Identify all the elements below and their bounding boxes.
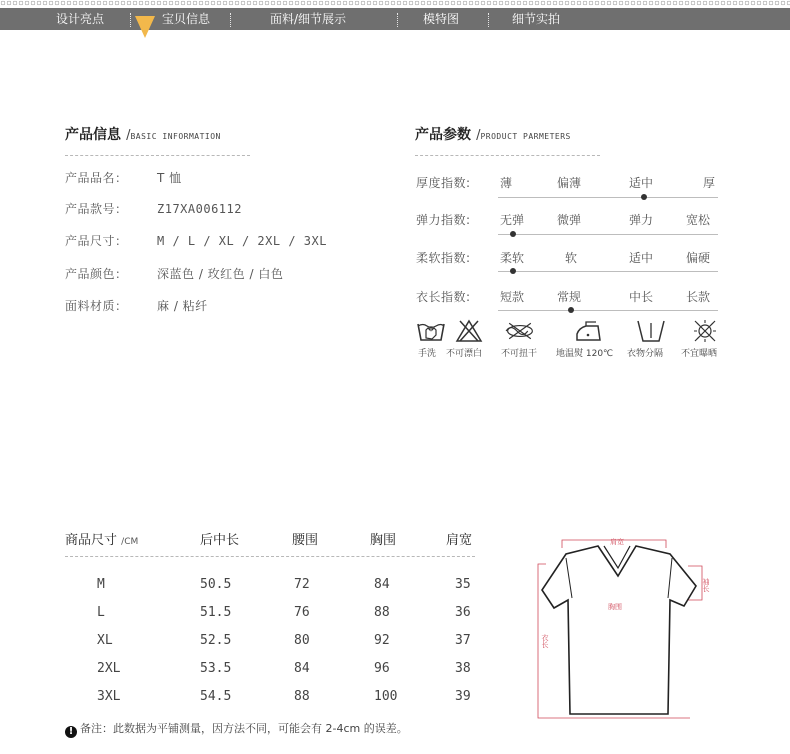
info-value: M / L / XL / 2XL / 3XL: [157, 234, 327, 248]
no-wring-icon: [503, 318, 537, 344]
size-value-cell: 50.5: [200, 577, 232, 592]
param-option: 薄: [500, 176, 513, 190]
size-value-cell: 92: [374, 633, 390, 648]
divider: [415, 155, 600, 156]
size-value-cell: 100: [374, 689, 398, 704]
care-label: 衣物分隔: [627, 349, 664, 359]
col-header-chest: 胸围: [370, 533, 397, 548]
size-value-cell: 54.5: [200, 689, 232, 704]
info-label: 产品款号：: [65, 202, 128, 216]
param-label-elasticity: 弹力指数:: [416, 213, 471, 227]
iron-icon: [572, 318, 606, 344]
param-option: 偏薄: [557, 176, 582, 190]
param-option: 中长: [629, 290, 654, 304]
note-text: 备注：此数据为平铺测量，因方法不同，可能会有 2-4cm 的误差。: [80, 722, 408, 735]
param-label-length: 衣长指数:: [416, 290, 471, 304]
care-label: 不可漂白: [446, 349, 483, 359]
nav-separator: [130, 13, 131, 27]
product-params-subtitle: PRODUCT PARMETERS: [480, 132, 571, 141]
param-option: 长款: [686, 290, 711, 304]
param-indicator-dot: [641, 194, 647, 200]
info-value: 深蓝色 / 玫红色 / 白色: [157, 267, 284, 281]
warning-icon: !: [65, 726, 77, 738]
col-header-back-length: 后中长: [200, 533, 240, 548]
measurement-note: [65, 720, 408, 738]
product-info-subtitle: BASIC INFORMATION: [130, 132, 221, 141]
info-row-name: [65, 169, 182, 186]
size-value-cell: 88: [374, 605, 390, 620]
param-option: 软: [565, 251, 578, 265]
col-header-waist: 腰围: [292, 533, 319, 548]
decorative-border: [0, 0, 790, 6]
nav-item-design[interactable]: 设计亮点: [56, 12, 105, 26]
param-option: 柔软: [500, 251, 525, 265]
param-label-thickness: 厚度指数:: [416, 176, 471, 190]
param-option: 宽松: [686, 213, 711, 227]
hand-wash-icon: [415, 318, 449, 344]
size-value-cell: 35: [455, 577, 471, 592]
care-label: 地温熨 120℃: [556, 349, 614, 359]
info-label: 产品尺寸：: [65, 234, 128, 248]
size-value-cell: 53.5: [200, 661, 232, 676]
tshirt-measure-diagram: [520, 528, 720, 724]
diagram-label-chest: 胸围: [608, 603, 622, 611]
care-label: 手洗: [418, 349, 437, 359]
size-value-cell: 36: [455, 605, 471, 620]
info-row-material: [65, 297, 208, 314]
size-label-cell: M: [97, 577, 105, 592]
col-header-shoulder: 肩宽: [446, 533, 473, 548]
nav-separator: [397, 13, 398, 27]
nav-separator: [230, 13, 231, 27]
size-value-cell: 52.5: [200, 633, 232, 648]
info-row-colors: [65, 265, 283, 282]
size-value-cell: 84: [294, 661, 310, 676]
param-option: 短款: [500, 290, 525, 304]
size-label-cell: 3XL: [97, 689, 121, 704]
size-value-cell: 39: [455, 689, 471, 704]
param-indicator-dot: [568, 307, 574, 313]
info-value: 麻 / 粘纤: [157, 299, 208, 313]
size-value-cell: 80: [294, 633, 310, 648]
param-scale-line: [498, 234, 718, 235]
size-value-cell: 96: [374, 661, 390, 676]
nav-separator: [488, 13, 489, 27]
info-value: T 恤: [157, 171, 182, 185]
divider: [65, 155, 250, 156]
param-option: 适中: [629, 251, 654, 265]
info-label: 产品品名：: [65, 171, 128, 185]
size-value-cell: 51.5: [200, 605, 232, 620]
info-label: 产品颜色：: [65, 267, 128, 281]
diagram-label-sleeve: 袖长: [702, 578, 710, 592]
info-row-sizes: [65, 232, 327, 249]
size-label-cell: L: [97, 605, 105, 620]
product-info-title: 产品信息: [65, 127, 121, 143]
param-option: 无弹: [500, 213, 525, 227]
active-tab-arrow-icon: [135, 16, 155, 38]
param-option: 偏硬: [686, 251, 711, 265]
tshirt-outline: [542, 546, 696, 714]
separate-wash-icon: [634, 318, 668, 344]
size-value-cell: 84: [374, 577, 390, 592]
param-option: 微弹: [557, 213, 582, 227]
diagram-label-length: 衣长: [541, 634, 549, 648]
param-option: 厚: [703, 176, 716, 190]
no-bleach-icon: [452, 318, 486, 344]
param-scale-line: [498, 310, 718, 311]
nav-item-fabric-detail[interactable]: 面料/细节展示: [270, 12, 347, 26]
no-sun-icon: [688, 318, 722, 344]
section-nav: [0, 8, 790, 30]
size-value-cell: 72: [294, 577, 310, 592]
product-params-title: 产品参数: [415, 127, 471, 143]
size-table-unit: /CM: [121, 537, 139, 547]
product-params-heading: 产品参数 /PRODUCT PARMETERS: [415, 127, 571, 143]
param-option: 适中: [629, 176, 654, 190]
size-value-cell: 76: [294, 605, 310, 620]
info-value: Z17XA006112: [157, 202, 242, 216]
param-scale-line: [498, 271, 718, 272]
divider: [65, 556, 475, 557]
nav-item-product-info[interactable]: 宝贝信息: [162, 12, 211, 26]
diagram-label-shoulder: 肩宽: [610, 538, 624, 546]
size-value-cell: 38: [455, 661, 471, 676]
product-info-heading: 产品信息 /BASIC INFORMATION: [65, 127, 221, 143]
size-value-cell: 37: [455, 633, 471, 648]
info-label: 面料材质：: [65, 299, 128, 313]
nav-item-detail-shots[interactable]: 细节实拍: [512, 12, 561, 26]
size-label-cell: 2XL: [97, 661, 121, 676]
param-indicator-dot: [510, 231, 516, 237]
size-value-cell: 88: [294, 689, 310, 704]
param-label-softness: 柔软指数:: [416, 251, 471, 265]
size-table-title-text: 商品尺寸: [65, 533, 118, 548]
param-option: 常规: [557, 290, 582, 304]
care-label: 不可扭干: [501, 349, 538, 359]
param-indicator-dot: [510, 268, 516, 274]
info-row-sku: [65, 200, 242, 217]
size-table-title: [65, 529, 138, 548]
param-option: 弹力: [629, 213, 654, 227]
param-scale-line: [498, 197, 718, 198]
care-label: 不宜曝晒: [681, 349, 718, 359]
nav-item-model[interactable]: 模特图: [423, 12, 460, 26]
size-label-cell: XL: [97, 633, 113, 648]
